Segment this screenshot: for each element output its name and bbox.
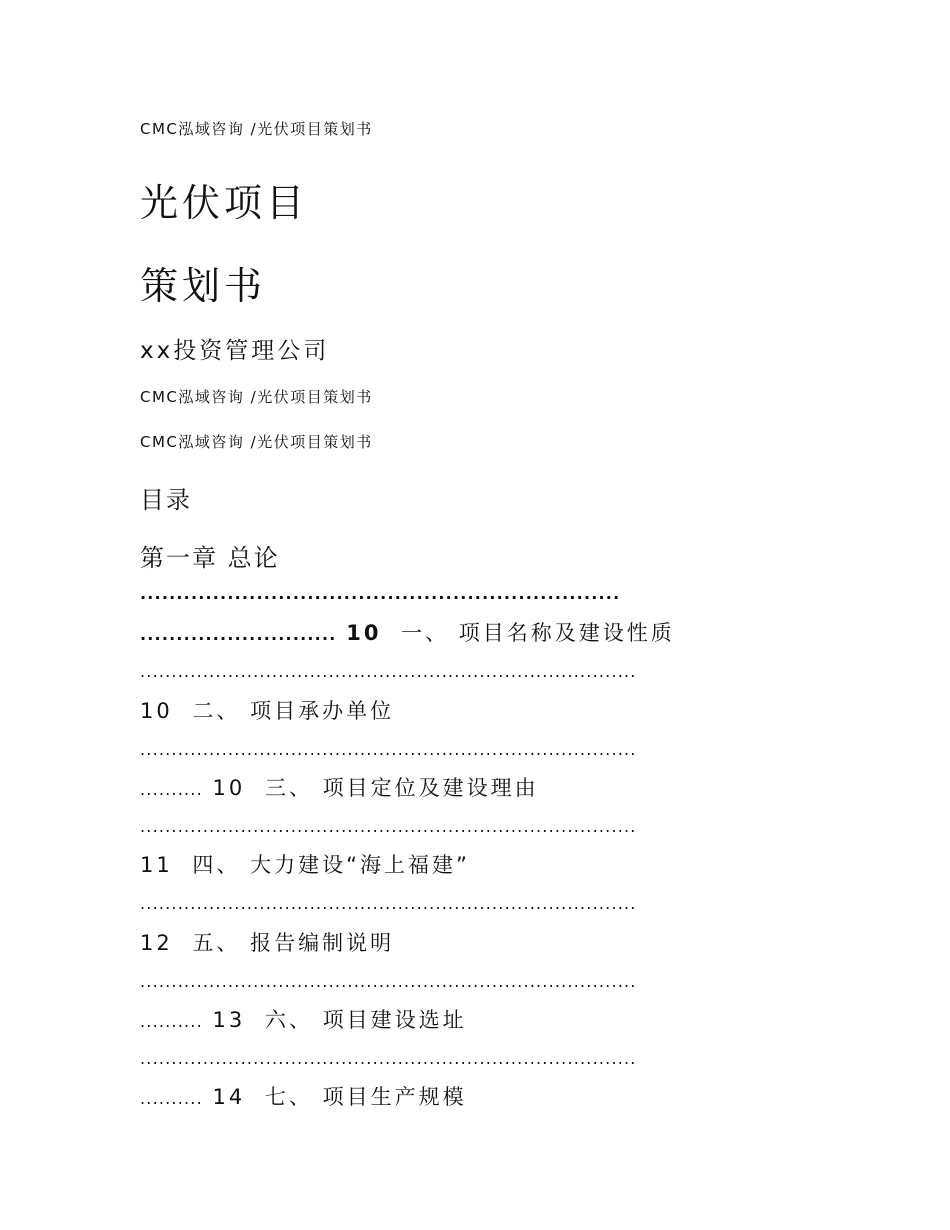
toc-page-number: 14 — [212, 1085, 246, 1109]
toc-entry[interactable] — [140, 927, 394, 957]
toc-entry-label: 四、 大力建设“海上福建” — [192, 853, 470, 877]
toc-dot-leader: .......... — [140, 1089, 203, 1108]
toc-dot-leader: .................................................................. — [140, 584, 621, 603]
toc-dot-leader: ............................................................................... — [140, 817, 637, 836]
toc-dot-leader: ............................................................................... — [140, 1049, 637, 1068]
toc-page-number: 13 — [212, 1008, 246, 1032]
toc-dot-leader: ............................................................................... — [140, 740, 637, 759]
toc-entry-label: 二、 项目承办单位 — [192, 699, 395, 723]
toc-dot-leader: ........................... — [140, 625, 337, 644]
toc-dot-leader: ............................................................................... — [140, 894, 637, 913]
toc-dot-leader: ............................................................................... — [140, 972, 637, 991]
company-name: xx投资管理公司 — [140, 338, 330, 364]
toc-heading: 目录 — [140, 486, 192, 514]
toc-page-number: 11 — [140, 853, 173, 877]
running-header: CMC泓域咨询 /光伏项目策划书 — [140, 388, 373, 406]
toc-entry[interactable] — [140, 695, 394, 725]
toc-chapter-title: 第一章 总论 — [140, 544, 280, 572]
toc-dot-leader: ............................................................................... — [140, 662, 637, 681]
toc-entry-label: 三、 项目定位及建设理由 — [264, 776, 539, 800]
cover-title-line1: 光伏项目 — [140, 181, 309, 225]
running-header: CMC泓域咨询 /光伏项目策划书 — [140, 120, 373, 138]
toc-entry-label: 五、 报告编制说明 — [192, 931, 395, 955]
toc-entry[interactable] — [140, 1004, 467, 1034]
toc-entry[interactable] — [140, 617, 675, 647]
toc-entry-label: 六、 项目建设选址 — [264, 1008, 467, 1032]
toc-entry-label: 一、 项目名称及建设性质 — [401, 621, 675, 645]
toc-page-number: 12 — [140, 931, 173, 955]
toc-dot-leader: .......... — [140, 780, 203, 799]
toc-page-number: 10 — [212, 776, 246, 800]
running-header: CMC泓域咨询 /光伏项目策划书 — [140, 433, 373, 451]
toc-entry-label: 七、 项目生产规模 — [264, 1085, 467, 1109]
toc-entry[interactable] — [140, 849, 470, 879]
toc-page-number: 10 — [140, 699, 173, 723]
toc-dot-leader: .......... — [140, 1012, 203, 1031]
toc-entry[interactable] — [140, 1081, 467, 1111]
toc-entry[interactable] — [140, 772, 539, 802]
cover-title-line2: 策划书 — [140, 264, 267, 308]
toc-page-number: 10 — [346, 621, 382, 645]
